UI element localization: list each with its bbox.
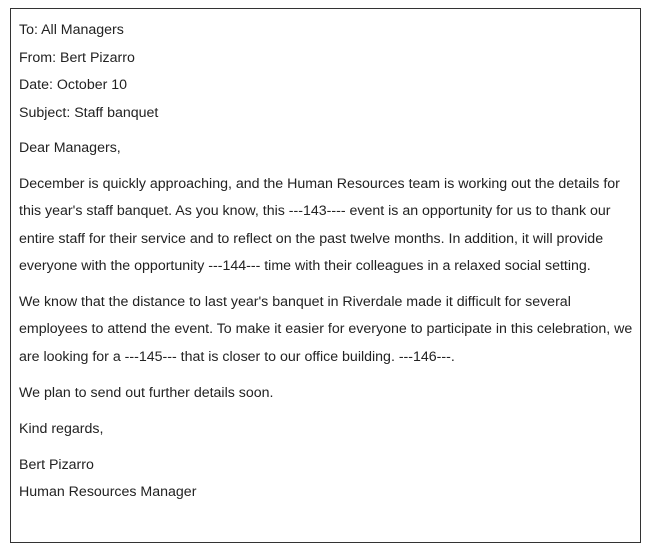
memo-date-line: Date: October 10 — [19, 77, 128, 93]
memo-signature — [19, 452, 634, 507]
memo-from-line: From: Bert Pizarro — [19, 49, 135, 66]
signature-name: Bert Pizarro — [19, 456, 94, 473]
memo-document — [10, 8, 641, 543]
memo-paragraph-1: December is quickly approaching, and the Human Resources team is working out the details for this year's staff banquet. As you know, this ---143---- event is an opportunity for us to thank our entire staff for their service and to reflect on the past twelve months. In addition, it will provide everyone with the opportunity ---144--- time with their colleagues in a relaxed social setting. — [19, 175, 620, 275]
memo-paragraph-2: We know that the distance to last year's banquet in Riverdale made it difficult for several employees to attend the event. To make it easier for everyone to participate in this celebration, we are looking for a ---145--- that is closer to our office building. ---146---. — [19, 294, 633, 365]
memo-salutation: Dear Managers, — [19, 140, 121, 156]
memo-subject-line: Subject: Staff banquet — [19, 104, 159, 121]
memo-header — [19, 17, 634, 127]
memo-to-line: To: All Managers — [19, 22, 124, 38]
memo-paragraph-3: We plan to send out further details soon. — [19, 384, 274, 401]
memo-closing: Kind regards, — [19, 420, 104, 437]
signature-title: Human Resources Manager — [19, 484, 197, 501]
